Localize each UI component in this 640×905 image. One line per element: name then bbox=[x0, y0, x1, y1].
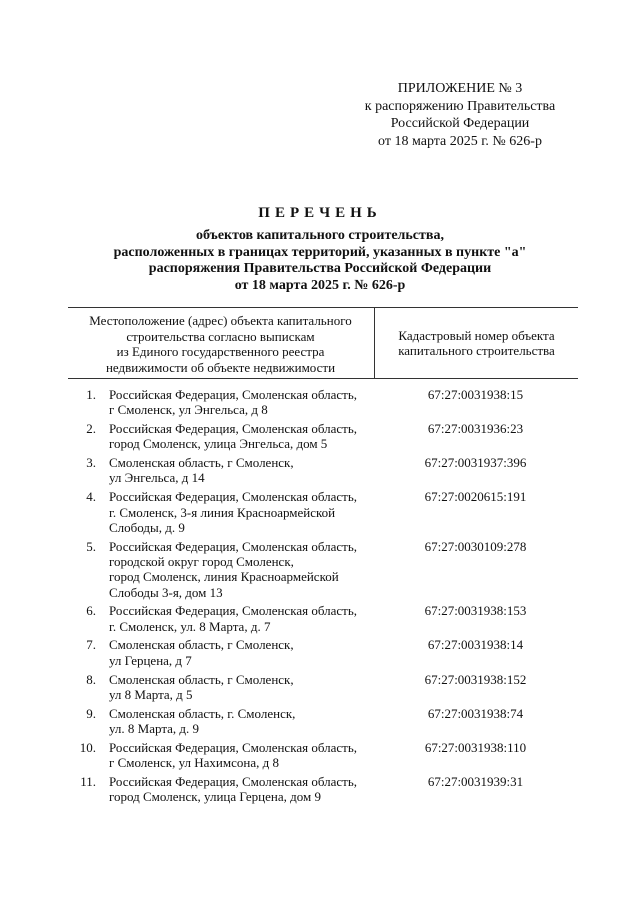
row-number: 6. bbox=[86, 603, 96, 619]
row-number: 5. bbox=[86, 538, 96, 554]
table-row bbox=[68, 455, 578, 486]
subtitle-line: от 18 марта 2025 г. № 626-р bbox=[234, 277, 406, 293]
table-row bbox=[68, 421, 578, 452]
row-address bbox=[109, 740, 374, 771]
address-line: Российская Федерация, Смоленская область, bbox=[109, 739, 357, 755]
row-address bbox=[109, 774, 374, 805]
table-row bbox=[68, 387, 578, 418]
address-line: Смоленская область, г Смоленск, bbox=[109, 637, 294, 653]
address-line: ул 8 Марта, д 5 bbox=[109, 686, 193, 702]
row-number: 4. bbox=[86, 489, 96, 505]
row-cadastral-number: 67:27:0031938:153 bbox=[424, 603, 527, 619]
header-location bbox=[68, 313, 373, 375]
header-location-line: строительства согласно выпискам bbox=[126, 328, 315, 344]
row-number: 3. bbox=[86, 455, 96, 471]
address-line: Слободы, д. 9 bbox=[109, 519, 185, 535]
row-cadastral-number: 67:27:0031938:152 bbox=[424, 671, 527, 687]
row-address bbox=[109, 421, 374, 452]
table-row bbox=[68, 740, 578, 771]
table-row bbox=[68, 489, 578, 535]
row-address bbox=[109, 672, 374, 703]
row-cadastral-number: 67:27:0031938:14 bbox=[427, 637, 524, 653]
address-line: г. Смоленск, 3-я линия Красноармейской bbox=[109, 504, 336, 520]
table-row bbox=[68, 539, 578, 600]
subtitle-line: расположенных в границах территорий, указанных в пункте "а" bbox=[113, 244, 527, 260]
row-address bbox=[109, 455, 374, 486]
document-heading bbox=[70, 205, 570, 294]
row-address bbox=[109, 387, 374, 418]
table-row bbox=[68, 603, 578, 634]
row-cadastral-number: 67:27:0031939:31 bbox=[427, 773, 524, 789]
row-number: 2. bbox=[86, 421, 96, 437]
subtitle-line: объектов капитального строительства, bbox=[196, 228, 444, 243]
address-line: г Смоленск, ул Нахимсона, д 8 bbox=[109, 755, 279, 771]
row-number: 10. bbox=[79, 739, 96, 755]
address-line: ул Энгельса, д 14 bbox=[109, 470, 205, 486]
appendix-line: Российской Федерации bbox=[390, 116, 530, 131]
address-line: Российская Федерация, Смоленская область, bbox=[109, 603, 357, 619]
document-title: ПЕРЕЧЕНЬ bbox=[258, 205, 382, 221]
header-cadastral-line: капитального строительства bbox=[398, 343, 555, 358]
address-line: Российская Федерация, Смоленская область, bbox=[109, 538, 357, 554]
row-cadastral-number: 67:27:0031938:110 bbox=[424, 739, 527, 755]
appendix-line: от 18 марта 2025 г. № 626-р bbox=[378, 133, 542, 149]
row-address bbox=[109, 706, 374, 737]
address-line: Смоленская область, г Смоленск, bbox=[109, 455, 294, 471]
appendix-line: к распоряжению Правительства bbox=[364, 98, 556, 114]
row-cadastral-number: 67:27:0031938:15 bbox=[427, 387, 524, 402]
table-row bbox=[68, 706, 578, 737]
row-cadastral-number: 67:27:0031937:396 bbox=[424, 455, 527, 471]
address-line: город Смоленск, линия Красноармейской bbox=[109, 569, 339, 585]
row-number: 1. bbox=[86, 387, 96, 402]
row-number: 11. bbox=[80, 773, 96, 789]
address-line: Смоленская область, г. Смоленск, bbox=[109, 705, 296, 721]
row-number: 8. bbox=[86, 671, 96, 687]
header-location-line: Местоположение (адрес) объекта капитального bbox=[89, 313, 352, 328]
table-header bbox=[68, 307, 578, 379]
appendix-line: ПРИЛОЖЕНИЕ № 3 bbox=[397, 81, 523, 96]
row-address bbox=[109, 637, 374, 668]
address-line: ул Герцена, д 7 bbox=[109, 652, 192, 668]
header-location-line: из Единого государственного реестра bbox=[116, 344, 325, 359]
table-row bbox=[68, 672, 578, 703]
address-line: Российская Федерация, Смоленская область, bbox=[109, 387, 357, 402]
address-line: городской округ город Смоленск, bbox=[109, 553, 294, 569]
row-number: 7. bbox=[86, 637, 96, 653]
address-line: город Смоленск, улица Герцена, дом 9 bbox=[109, 789, 321, 805]
address-line: Российская Федерация, Смоленская область, bbox=[109, 421, 357, 437]
address-line: г. Смоленск, ул. 8 Марта, д. 7 bbox=[109, 618, 271, 634]
row-cadastral-number: 67:27:0031936:23 bbox=[427, 421, 524, 437]
header-cadastral-line: Кадастровый номер объекта bbox=[398, 327, 555, 343]
address-line: Слободы 3-я, дом 13 bbox=[109, 584, 223, 600]
address-line: Смоленская область, г Смоленск, bbox=[109, 671, 294, 687]
row-address bbox=[109, 489, 374, 535]
row-cadastral-number: 67:27:0030109:278 bbox=[424, 538, 527, 554]
address-line: Российская Федерация, Смоленская область, bbox=[109, 773, 357, 789]
header-cadastral bbox=[374, 308, 578, 378]
table-row bbox=[68, 637, 578, 668]
table-row bbox=[68, 774, 578, 805]
address-line: город Смоленск, улица Энгельса, дом 5 bbox=[109, 436, 328, 452]
row-cadastral-number: 67:27:0031938:74 bbox=[427, 705, 524, 721]
row-address bbox=[109, 603, 374, 634]
row-number: 9. bbox=[86, 705, 96, 721]
document-subtitle bbox=[70, 228, 570, 294]
subtitle-line: распоряжения Правительства Российской Федерации bbox=[148, 261, 492, 276]
header-location-line: недвижимости об объекте недвижимости bbox=[105, 359, 336, 375]
address-line: Российская Федерация, Смоленская область, bbox=[109, 489, 357, 505]
address-line: ул. 8 Марта, д. 9 bbox=[109, 720, 200, 736]
row-address bbox=[109, 539, 374, 600]
table-body bbox=[68, 387, 578, 808]
appendix-block bbox=[340, 80, 580, 150]
address-line: г Смоленск, ул Энгельса, д 8 bbox=[109, 402, 268, 418]
row-cadastral-number: 67:27:0020615:191 bbox=[424, 489, 527, 505]
